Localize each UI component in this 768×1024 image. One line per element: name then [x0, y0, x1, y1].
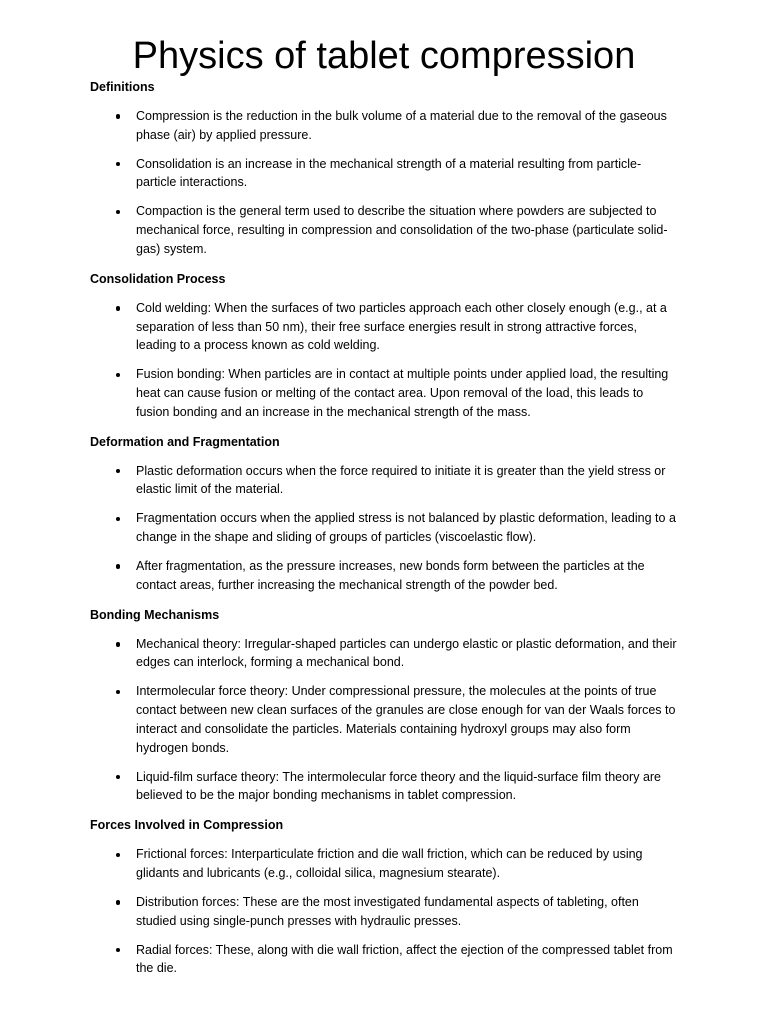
section-definitions	[0, 78, 768, 259]
section-bonding-mechanisms	[0, 606, 768, 805]
list-item-text: Consolidation is an increase in the mechanical strength of a material resulting from particle-particle interactions.	[136, 156, 642, 190]
list-item	[136, 557, 678, 594]
list-item-text: Radial forces: These, along with die wall friction, affect the ejection of the compressed tablet from the die.	[136, 942, 673, 976]
bullet-icon	[116, 517, 120, 521]
bullet-icon	[116, 210, 120, 214]
list-item	[136, 462, 678, 499]
list-item	[136, 509, 678, 546]
section-consolidation-process	[0, 270, 768, 422]
list-item-text: Fragmentation occurs when the applied stress is not balanced by plastic deformation, leading to a change in the shape and sliding of groups of particles (viscoelastic flow).	[136, 511, 676, 545]
bullet-icon	[116, 690, 120, 694]
list-item	[136, 682, 678, 757]
list-item-text: Plastic deformation occurs when the force required to initiate it is greater than the yield stress or elastic limit of the material.	[136, 463, 666, 497]
list-item-text: Frictional forces: Interparticulate friction and die wall friction, which can be reduced by using glidants and lubricants (e.g., colloidal silica, magnesium stearate).	[136, 847, 643, 880]
list-item	[136, 107, 678, 144]
list-item-text: Mechanical theory: Irregular-shaped particles can undergo elastic or plastic deformation, and their edges can interlock, forming a mechanical bond.	[136, 636, 677, 670]
list-item-text: Compaction is the general term used to describe the situation where powders are subjected to mechanical force, resulting in compression and consolidation of the two-phase (particulate solid-gas) system.	[136, 204, 668, 256]
bullet-icon	[116, 564, 120, 568]
list-item-text: Liquid-film surface theory: The intermolecular force theory and the liquid-surface film theory are believed to be the major bonding mechanisms in tablet compression.	[136, 769, 662, 803]
list-item	[136, 155, 678, 192]
bullet-icon	[116, 900, 120, 904]
bullet-icon	[116, 373, 120, 377]
list-item-text: Intermolecular force theory: Under compressional pressure, the molecules at the points of true contact between new clean surfaces of the granules are close enough for van der Waals forces to interact and consolidate the particles. Materials containing hydroxyl groups may also form hydrogen bonds.	[136, 684, 676, 755]
list-item	[136, 941, 678, 978]
bullet-icon	[116, 469, 120, 473]
list-item	[136, 635, 678, 672]
list-item-text: After fragmentation, as the pressure increases, new bonds form between the particles at the contact areas, further increasing the mechanical strength of the powder bed.	[136, 559, 645, 592]
bullet-icon	[116, 853, 120, 857]
list-item	[136, 299, 678, 355]
list-item-text: Distribution forces: These are the most investigated fundamental aspects of tableting, often studied using single-punch presses with hydraulic presses.	[136, 894, 639, 928]
list-item	[136, 893, 678, 930]
bullet-icon	[116, 306, 120, 310]
bullet-icon	[116, 114, 120, 118]
section-heading: Consolidation Process	[90, 271, 226, 286]
page-title: Physics of tablet compression	[132, 35, 636, 77]
section-deformation-and-fragmentation	[0, 433, 768, 595]
section-forces-involved-in-compression	[0, 816, 768, 978]
section-heading: Forces Involved in Compression	[90, 818, 284, 833]
bullet-icon	[116, 162, 120, 166]
section-heading: Definitions	[90, 80, 155, 94]
section-heading: Deformation and Fragmentation	[90, 434, 280, 449]
list-item-text: Cold welding: When the surfaces of two particles approach each other closely enough (e.g., at a separation of less than 50 nm), their free surface energies result in strong attractive forces, leading to a process known as cold welding.	[136, 300, 667, 353]
bullet-icon	[116, 642, 120, 646]
list-item-text: Compression is the reduction in the bulk volume of a material due to the removal of the gaseous phase (air) by applied pressure.	[136, 109, 667, 142]
list-item	[136, 845, 678, 882]
bullet-icon	[116, 775, 120, 779]
list-item	[136, 202, 678, 258]
list-item-text: Fusion bonding: When particles are in contact at multiple points under applied load, the resulting heat can cause fusion or melting of the contact area. Upon removal of the load, this leads to fusion bonding and an increase in the mechanical strength of the mass.	[136, 367, 669, 419]
list-item	[136, 768, 678, 805]
section-heading: Bonding Mechanisms	[90, 607, 220, 622]
bullet-icon	[116, 948, 120, 952]
list-item	[136, 365, 678, 421]
